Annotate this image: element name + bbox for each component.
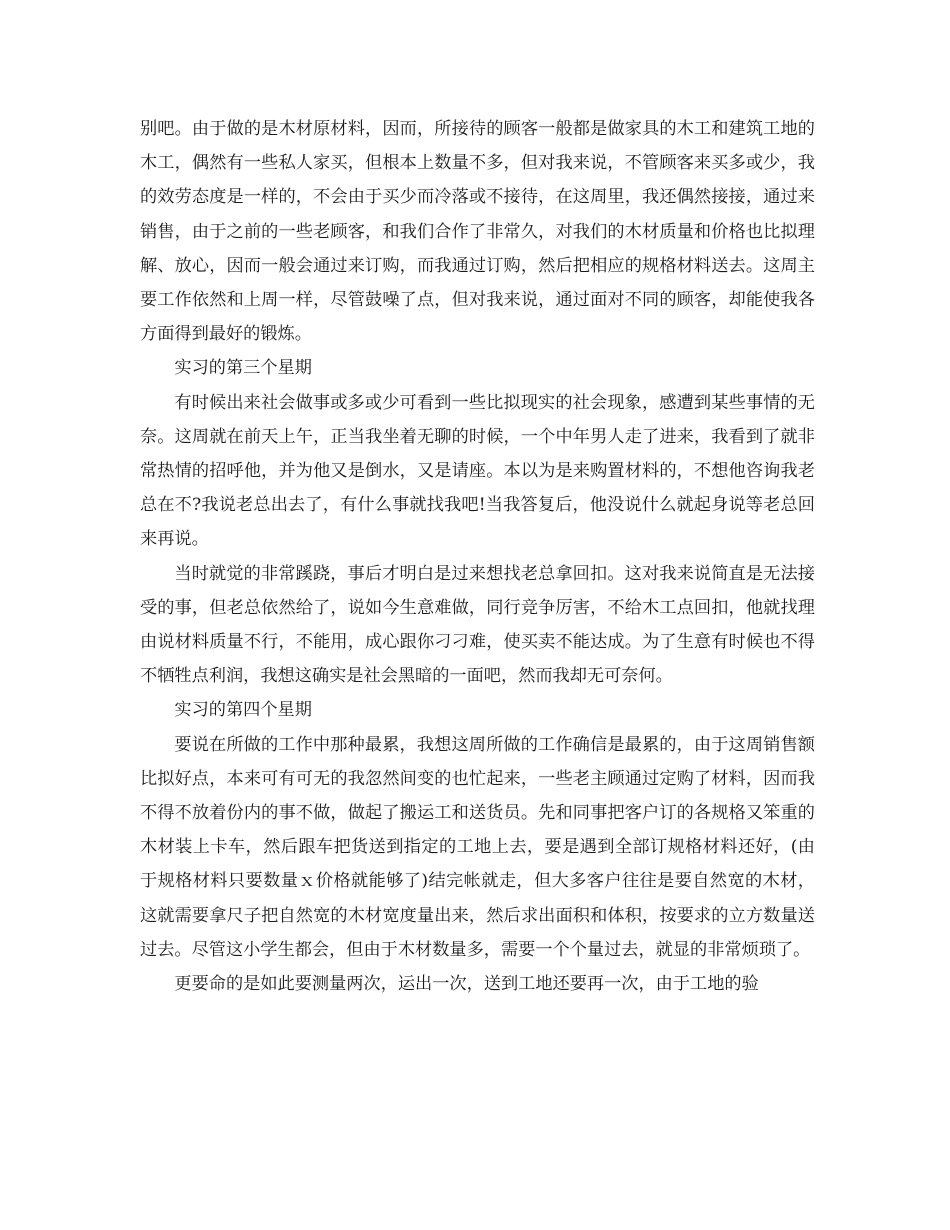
paragraph-1: 别吧。由于做的是木材原材料，因而，所接待的顾客一般都是做家具的木工和建筑工地的木工，偶然有一些私人家买，但根本上数量不多，但对我来说，不管顾客来买多或少，我的效劳态度是一样的，不会由于买少而冷落或不接待，在这周里，我还偶然接接，通过来销售，由于之前的一些老顾客，和我们合作了非常久，对我们的木材质量和价格也比拟理解、放心，因而一般会通过来订购，而我通过订购，然后把相应的规格材料送去。这周主要工作依然和上周一样，尽管鼓噪了点，但对我来说，通过面对不同的顾客，却能使我各方面得到最好的锻炼。 xyxy=(140,119,815,345)
paragraph-4: 要说在所做的工作中那种最累，我想这周所做的工作确信是最累的，由于这周销售额比拟好点，本来可有可无的我忽然间变的也忙起来，一些老主顾通过定购了材料，因而我不得不放着份内的事不做，做起了搬运工和送货员。先和同事把客户订的各规格又笨重的木材装上卡车，然后跟车把货送到指定的工地上去，要是遇到全部订规格材料还好，(由于规格材料只要数量ｘ价格就能够了)结完帐就走，但大多客户往往是要自然宽的木材，这就需要拿尺子把自然宽的木材宽度量出来，然后求出面积和体积，按要求的立方数量送过去。尽管这小学生都会，但由于木材数量多，需要一个个量过去，就显的非常烦琐了。 xyxy=(140,734,815,960)
paragraph-3: 当时就觉的非常蹊跷，事后才明白是过来想找老总拿回扣。这对我来说简直是无法接受的事，但老总依然给了，说如今生意难做，同行竞争厉害，不给木工点回扣，他就找理由说材料质量不行，不能用，成心跟你刁刁难，使买卖不能达成。为了生意有时候也不得不牺牲点利润，我想这确实是社会黑暗的一面吧，然而我却无可奈何。 xyxy=(140,563,815,687)
section-heading-week-3: 实习的第三个星期 xyxy=(174,358,312,379)
paragraph-5: 更要命的是如此要测量两次，运出一次，送到工地还要再一次，由于工地的验 xyxy=(174,974,759,995)
document-page xyxy=(140,112,815,1001)
section-heading-week-4: 实习的第四个星期 xyxy=(174,700,312,721)
paragraph-2: 有时候出来社会做事或多或少可看到一些比拟现实的社会现象，感遭到某些事情的无奈。这周就在前天上午，正当我坐着无聊的时候，一个中年男人走了进来，我看到了就非常热情的招呼他，并为他又是倒水，又是请座。本以为是来购置材料的，不想他咨询我老总在不?我说老总出去了，有什么事就找我吧!当我答复后，他没说什么就起身说等老总回来再说。 xyxy=(140,392,815,550)
